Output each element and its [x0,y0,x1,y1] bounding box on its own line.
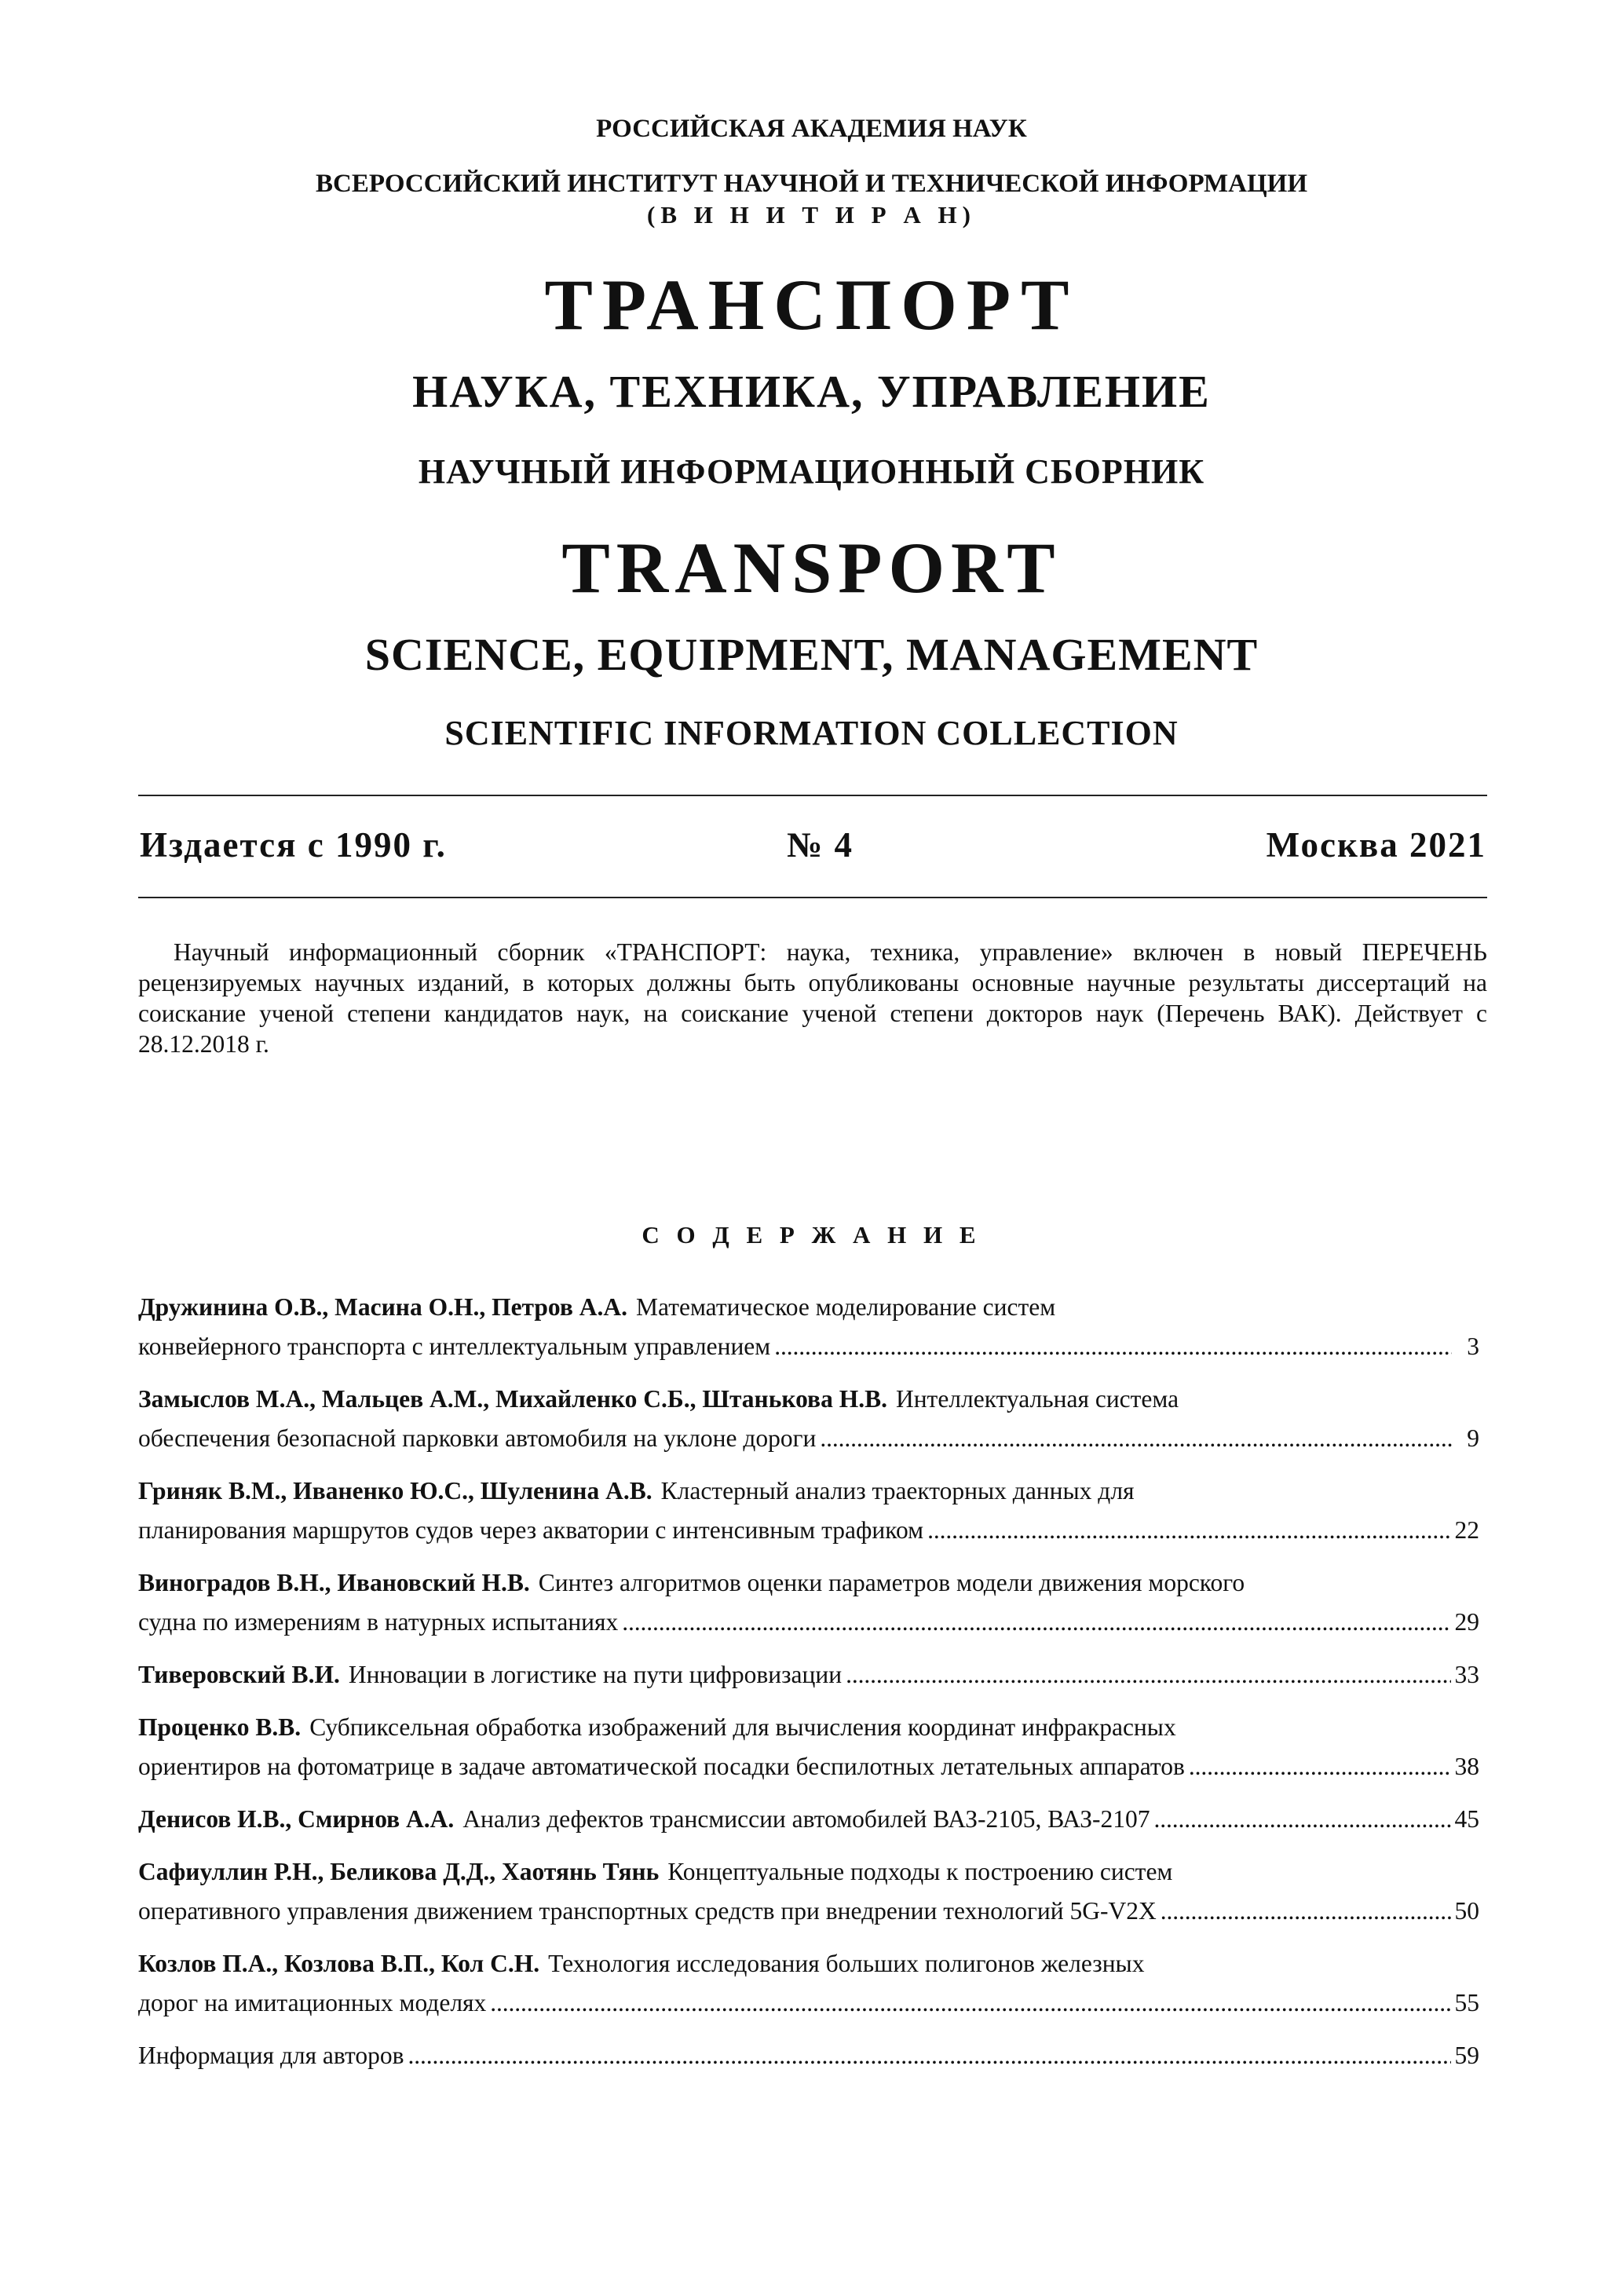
toc-entry-line [138,1800,1479,1839]
toc-dot-leader [622,1603,1450,1642]
toc-dot-leader [490,1983,1450,2023]
toc-entry-page: 22 [1454,1516,1479,1544]
toc-entry-line [138,1983,1479,2023]
table-of-contents [138,1288,1479,2089]
toc-entry-line [138,1511,1479,1550]
toc-entry[interactable] [138,1288,1479,1366]
toc-entry-line [138,1892,1479,1931]
toc-entry-line [138,1380,1479,1419]
toc-entry[interactable] [138,1380,1479,1458]
toc-entry-line [138,1708,1479,1747]
toc-dot-leader [774,1327,1452,1366]
intro-paragraph: Научный информационный сборник «ТРАНСПОРТ: наука, техника, управление» включен в новый ПЕРЕЧЕНЬ рецензируемых научных изданий, в которых должны быть опубликованы основные научные результаты диссертаций на соискание ученой степени кандидатов наук, на соискание ученой степени докторов наук (Перечень ВАК). Действует с 28.12.2018 г. [138,938,1487,1058]
institute-name: ВСЕРОССИЙСКИЙ ИНСТИТУТ НАУЧНОЙ И ТЕХНИЧЕСКОЙ ИНФОРМАЦИИ [316,170,1307,198]
toc-entry-page: 38 [1454,1753,1479,1780]
toc-entry-page: 55 [1454,1989,1479,2016]
top-divider [138,795,1487,796]
toc-entry-line [138,1944,1479,1983]
toc-entry-page: 33 [1454,1661,1479,1688]
toc-entry-line [138,1852,1479,1892]
published-since: Издается с 1990 г. [140,825,447,865]
toc-entry-title: Технология исследования больших полигонов железных [548,1950,1145,1977]
toc-entry-title-continued: судна по измерениям в натурных испытаниях [138,1608,619,1636]
toc-entry-title: Информация для авторов [138,2042,404,2069]
toc-entry[interactable] [138,2036,1479,2075]
toc-entry-line [138,1419,1479,1458]
toc-dot-leader [846,1655,1450,1695]
toc-entry-authors: Козлов П.А., Козлова В.П., Кол С.Н. [138,1950,540,1977]
toc-entry-line [138,1747,1479,1786]
toc-entry-authors: Замыслов М.А., Мальцев А.М., Михайленко С.Б., Штанькова Н.В. [138,1385,887,1413]
institute-abbreviation: (В И Н И Т И Р А Н) [647,201,976,229]
toc-entry-page: 9 [1467,1424,1479,1452]
toc-entry-title: Интеллектуальная система [895,1385,1179,1413]
toc-entry-line [138,1603,1479,1642]
toc-entry-title: Концептуальные подходы к построению систем [667,1858,1173,1885]
toc-dot-leader [1154,1800,1451,1839]
toc-entry-authors: Сафиуллин Р.Н., Беликова Д.Д., Хаотянь Тянь [138,1858,660,1885]
toc-entry-line [138,1472,1479,1511]
academy-name: РОССИЙСКАЯ АКАДЕМИЯ НАУК [596,115,1027,143]
toc-entry-page: 59 [1454,2042,1479,2069]
toc-dot-leader [927,1511,1450,1550]
toc-entry-authors: Тиверовский В.И. [138,1661,340,1688]
toc-entry-title: Анализ дефектов трансмиссии автомобилей ВАЗ-2105, ВАЗ-2107 [462,1805,1150,1833]
toc-entry-authors: Дружинина О.В., Масина О.Н., Петров А.А. [138,1293,628,1321]
toc-entry-page: 50 [1454,1897,1479,1925]
toc-entry-title-continued: конвейерного транспорта с интеллектуальным управлением [138,1333,771,1360]
toc-entry-title-continued: оперативного управления движением транспортных средств при внедрении технологий 5G-V2X [138,1897,1157,1925]
issue-number: № 4 [787,825,854,865]
issue-city-year: Москва 2021 [1266,825,1486,865]
toc-entry[interactable] [138,1708,1479,1786]
toc-entry-authors: Денисов И.В., Смирнов А.А. [138,1805,455,1833]
toc-dot-leader [408,2036,1450,2075]
collection-type-ru: НАУЧНЫЙ ИНФОРМАЦИОННЫЙ СБОРНИК [418,452,1205,491]
toc-entry-title: Математическое моделирование систем [636,1293,1056,1321]
toc-entry-authors: Виноградов В.Н., Ивановский Н.В. [138,1569,530,1596]
toc-entry-authors: Проценко В.В. [138,1713,302,1741]
toc-entry-line [138,2036,1479,2075]
toc-entry[interactable] [138,1655,1479,1695]
toc-entry-authors: Гриняк В.М., Иваненко Ю.С., Шуленина А.В. [138,1477,652,1504]
toc-entry-line [138,1655,1479,1695]
toc-entry-line [138,1288,1479,1327]
journal-title-en: TRANSPORT [561,528,1062,608]
toc-entry-page: 29 [1454,1608,1479,1636]
bottom-divider [138,897,1487,898]
toc-dot-leader [1161,1892,1451,1931]
toc-entry-line [138,1327,1479,1366]
toc-entry-line [138,1563,1479,1603]
toc-entry[interactable] [138,1852,1479,1931]
toc-entry[interactable] [138,1472,1479,1550]
toc-entry-title: Синтез алгоритмов оценки параметров модели движения морского [538,1569,1245,1596]
journal-title-ru: ТРАНСПОРТ [544,265,1079,345]
toc-entry-title-continued: обеспечения безопасной парковки автомобиля на уклоне дороги [138,1424,817,1452]
toc-entry-title: Инновации в логистике на пути цифровизации [348,1661,843,1688]
toc-entry-title-continued: дорог на имитационных моделях [138,1989,487,2016]
toc-entry[interactable] [138,1800,1479,1839]
toc-dot-leader [1189,1747,1451,1786]
toc-heading: С О Д Е Р Ж А Н И Е [642,1221,981,1249]
journal-subtitle-en: SCIENCE, EQUIPMENT, MANAGEMENT [364,629,1259,680]
journal-subtitle-ru: НАУКА, ТЕХНИКА, УПРАВЛЕНИЕ [412,366,1211,417]
toc-entry-title-continued: ориентиров на фотоматрице в задаче автоматической посадки беспилотных летательных аппаратов [138,1753,1185,1780]
toc-entry-title-continued: планирования маршрутов судов через акватории с интенсивным трафиком [138,1516,924,1544]
toc-entry-title: Кластерный анализ траекторных данных для [660,1477,1135,1504]
toc-entry[interactable] [138,1944,1479,2023]
collection-type-en: SCIENTIFIC INFORMATION COLLECTION [444,714,1179,752]
toc-entry-page: 45 [1454,1805,1479,1833]
toc-entry[interactable] [138,1563,1479,1642]
toc-dot-leader [820,1419,1452,1458]
toc-entry-page: 3 [1467,1333,1479,1360]
toc-entry-title: Субпиксельная обработка изображений для вычисления координат инфракрасных [309,1713,1176,1741]
